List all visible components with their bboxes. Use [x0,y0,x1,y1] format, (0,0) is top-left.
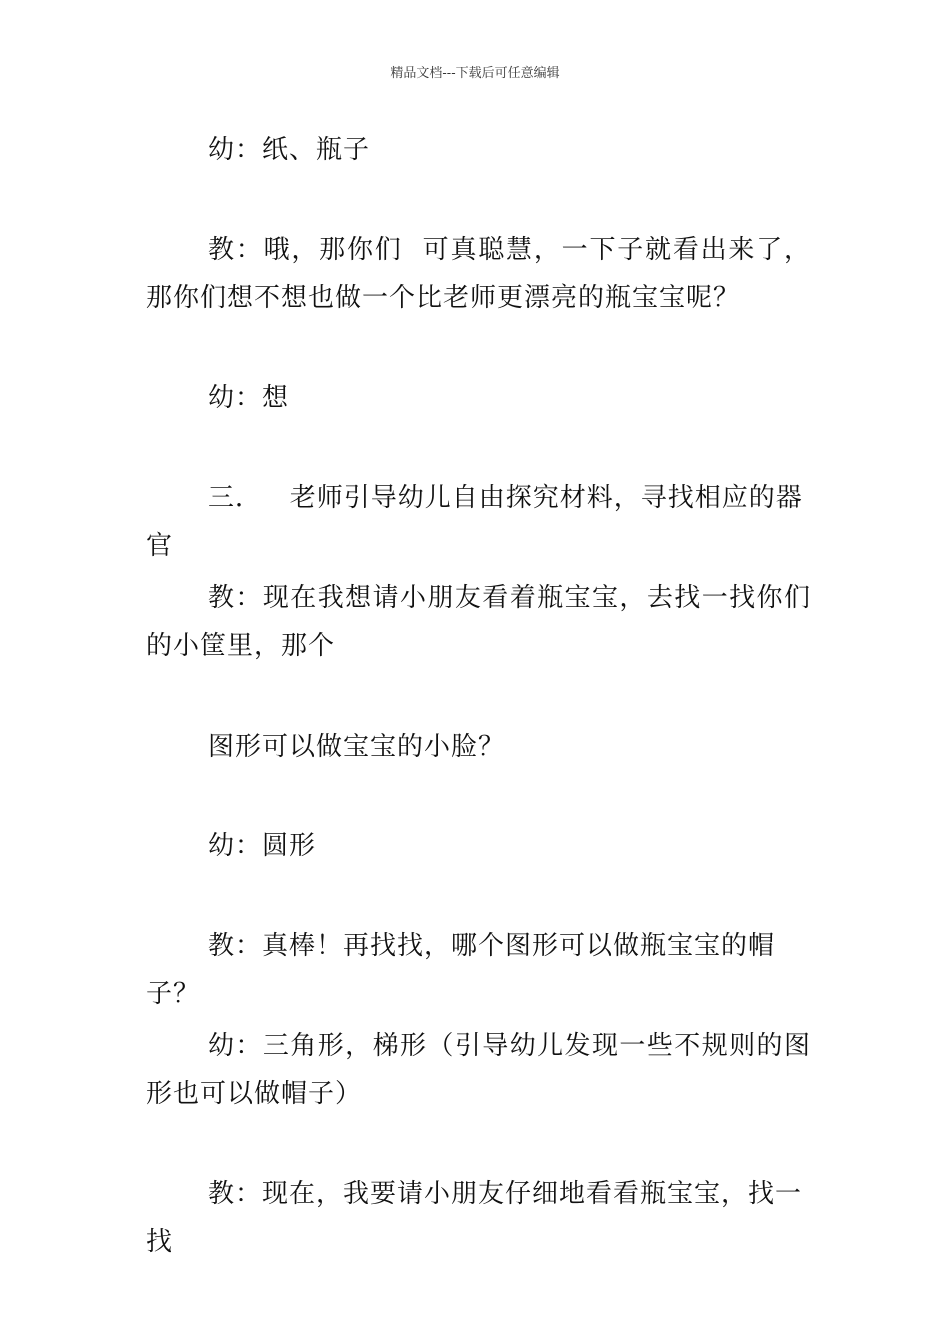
paragraph-9: 幼：三角形，梯形（引导幼儿发现一些不规则的图形也可以做帽子） [146,1031,811,1109]
paragraph-8: 教：真棒！再找找，哪个图形可以做瓶宝宝的帽子？ [146,931,776,1009]
paragraph-7: 幼：圆形 [208,831,317,861]
paragraph-5: 教：现在我想请小朋友看着瓶宝宝，去找一找你们的小筐里，那个 [146,583,811,661]
paragraph-1: 幼：纸、瓶子 [208,135,371,165]
paragraph-3: 幼：想 [208,383,290,413]
page-header: 精品文档---下载后可任意编辑 [390,66,560,81]
paragraph-6: 图形可以做宝宝的小脸？ [208,732,506,762]
paragraph-10: 教：现在，我要请小朋友仔细地看看瓶宝宝，找一找 [146,1179,803,1257]
paragraph-4: 三． 老师引导幼儿自由探究材料，寻找相应的器官 [146,483,803,561]
paragraph-2: 教：哦，那你们 可真聪慧，一下子就看出来了，那你们想不想也做一个比老师更漂亮的瓶宝宝呢？ [146,235,811,313]
